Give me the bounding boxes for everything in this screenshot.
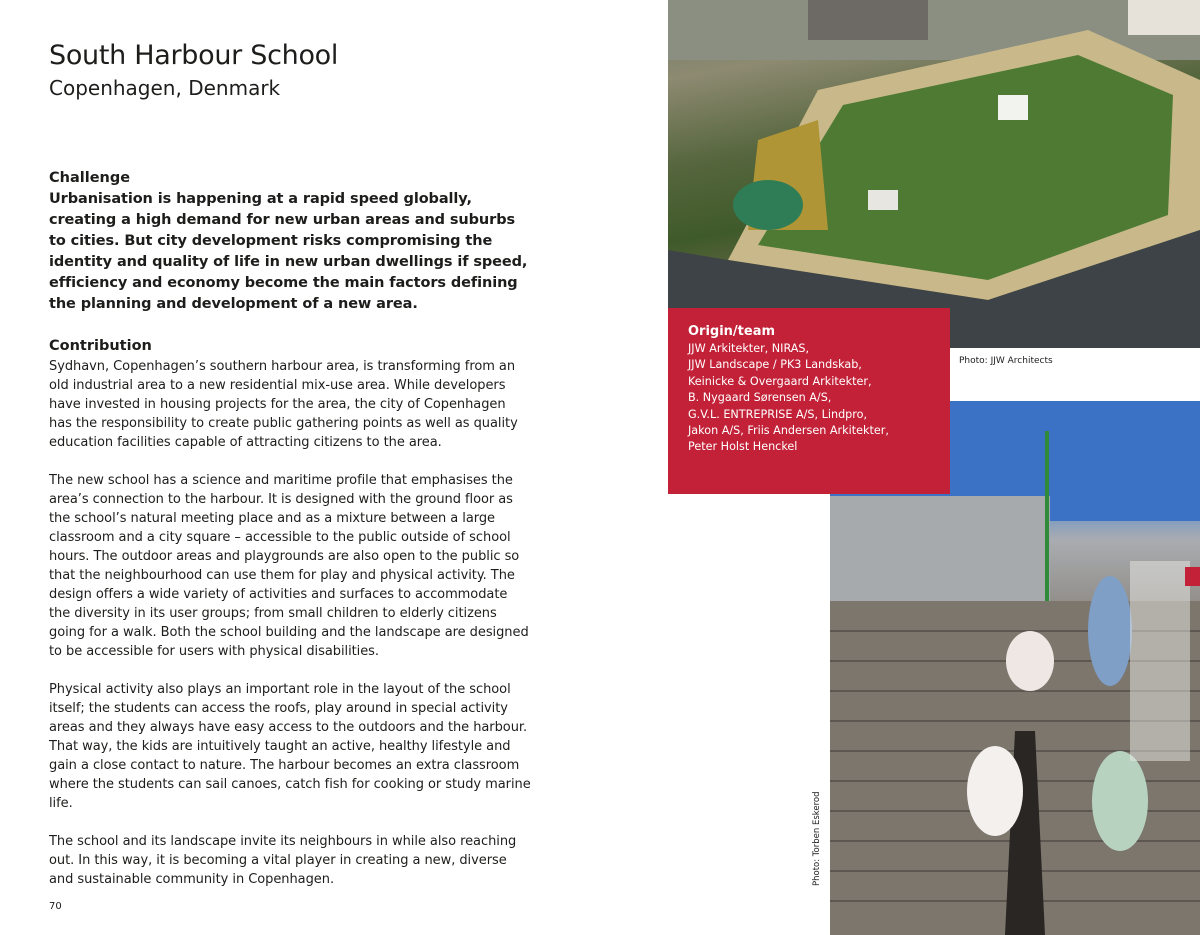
challenge-text: Urbanisation is happening at a rapid speed globally, creating a high demand for new urban areas and suburbs to cities. But city development risks compromising the identity and quality of life in new urban dwellings if speed, efficiency and economy become the main factors defining the planning and development of a new area. [49, 191, 528, 312]
contribution-paragraph: Physical activity also plays an important role in the layout of the school itself; the students can access the roofs, play around in special activity areas and they always have easy access to the outdoors and the harbour. That way, the kids are intuitively taught an active, healthy lifestyle and gain a close contact to nature. The harbour becomes an extra classroom where the students can sail canoes, catch fish for cooking or study marine life. [49, 682, 531, 811]
page-subtitle: Copenhagen, Denmark [49, 76, 281, 100]
origin-line: B. Nygaard Sørensen A/S, [688, 391, 832, 405]
origin-line: G.V.L. ENTREPRISE A/S, Lindpro, [688, 407, 868, 421]
aerial-school-photo [668, 0, 1200, 348]
page-title: South Harbour School [49, 40, 339, 71]
page-number: 70 [49, 901, 62, 912]
origin-team-box [668, 308, 950, 494]
contribution-heading: Contribution [49, 338, 152, 354]
contribution-paragraph: The school and its landscape invite its neighbours in while also reaching out. In this way, it is becoming a vital player in creating a new, diverse and sustainable community in Copenhagen. [49, 834, 517, 887]
origin-line: Peter Holst Henckel [688, 440, 798, 454]
contribution-paragraph: The new school has a science and maritime profile that emphasises the area’s connection to the harbour. It is designed with the ground floor as the school’s natural meeting place and as a mixture between a large classroom and a city square – accessible to the public outside of school hours. The outdoor areas and playgrounds are also open to the public so that the neighbourhood can use them for play and physical activity. The design offers a wide variety of activities and surfaces to accommodate the diversity in its user groups; from small children to elderly citizens going for a walk. Both the school building and the landscape are designed to be accessible for users with physical disabilities. [49, 473, 529, 659]
contribution-paragraph: Sydhavn, Copenhagen’s southern harbour area, is transforming from an old industrial area to a new residential mix-use area. While developers have invested in housing projects for the area, the city of Copenhagen has the responsibility to create public gathering points as well as quality education facilities capable of attracting citizens to the area. [49, 359, 518, 450]
origin-heading: Origin/team [688, 324, 776, 339]
bottom-photo-credit: Photo: Torben Eskerod [812, 791, 822, 886]
body-column [49, 168, 531, 889]
origin-line: Keinicke & Overgaard Arkitekter, [688, 374, 872, 388]
challenge-heading: Challenge [49, 170, 131, 186]
origin-line: JJW Landscape / PK3 Landskab, [688, 358, 862, 372]
top-photo-credit: Photo: JJW Architects [959, 356, 1053, 366]
origin-line: Jakon A/S, Friis Andersen Arkitekter, [688, 424, 889, 438]
origin-line: JJW Arkitekter, NIRAS, [688, 342, 810, 355]
accent-tab [1185, 567, 1200, 586]
